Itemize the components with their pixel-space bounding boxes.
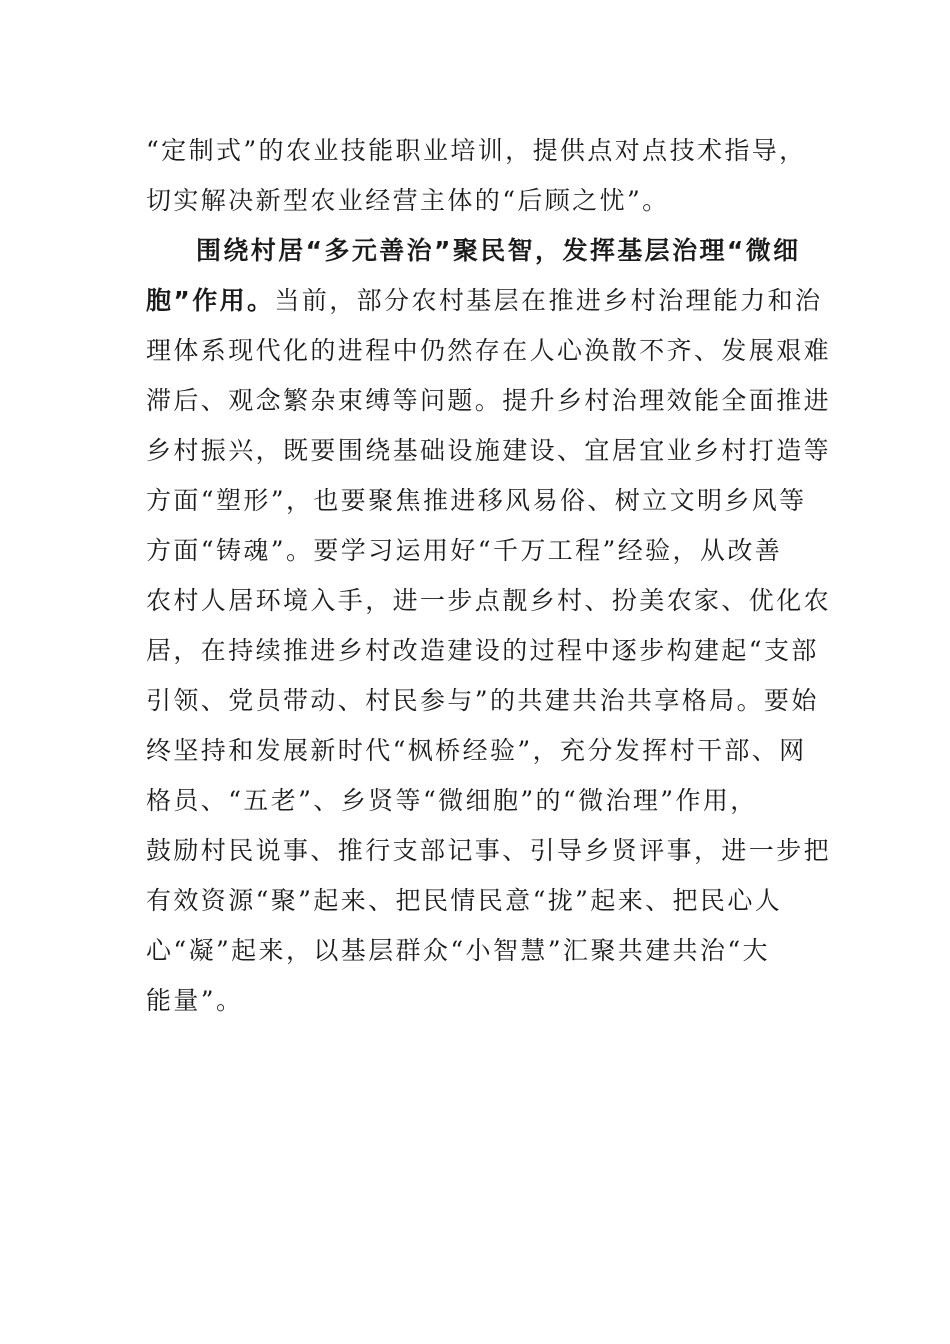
paragraph-2-line: 能量”。	[146, 986, 244, 1015]
paragraph-2-line: 乡村振兴，既要围绕基础设施建设、宜居宜业乡村打造等	[146, 436, 832, 465]
paragraph-2-line: 心“凝”起来，以基层群众“小智慧”汇聚共建共治“大	[146, 936, 770, 965]
paragraph-2-line: 居，在持续推进乡村改造建设的过程中逐步构建起“支部	[146, 636, 819, 665]
paragraph-2-line: 格员、“五老”、乡贤等“微细胞”的“微治理”作用，	[146, 786, 758, 815]
paragraph-2-line: 鼓励村民说事、推行支部记事、引导乡贤评事，进一步把	[146, 836, 832, 865]
paragraph-2-line-2-rest: 当前，部分农村基层在推进乡村治理能力和治	[274, 286, 823, 315]
paragraph-2-line: 引领、党员带动、村民参与”的共建共治共享格局。要始	[146, 686, 819, 715]
paragraph-2-line: 农村人居环境入手，进一步点靓乡村、扮美农家、优化农	[146, 586, 832, 615]
paragraph-2-heading-line-2: 胞”作用。	[146, 286, 275, 315]
paragraph-2-line: 方面“铸魂”。要学习运用好“千万工程”经验，从改善	[146, 536, 783, 565]
paragraph-2-line: 有效资源“聚”起来、把民情民意“拢”起来、把民心人	[146, 886, 783, 915]
paragraph-1-line-2: 切实解决新型农业经营主体的“后顾之忧”。	[146, 186, 670, 215]
paragraph-2-line: 方面“塑形”，也要聚焦推进移风易俗、树立文明乡风等	[146, 486, 807, 515]
paragraph-2-line: 滞后、观念繁杂束缚等问题。提升乡村治理效能全面推进	[146, 386, 832, 415]
paragraph-1-line-1: “定制式”的农业技能职业培训，提供点对点技术指导，	[146, 136, 807, 165]
paragraph-2-heading-line-1: 围绕村居“多元善治”聚民智，发挥基层治理“微细	[196, 236, 801, 265]
paragraph-2-line-2	[146, 276, 822, 326]
paragraph-2-line: 理体系现代化的进程中仍然存在人心涣散不齐、发展艰难	[146, 336, 832, 365]
paragraph-2-line: 终坚持和发展新时代“枫桥经验”，充分发挥村干部、网	[146, 736, 807, 765]
